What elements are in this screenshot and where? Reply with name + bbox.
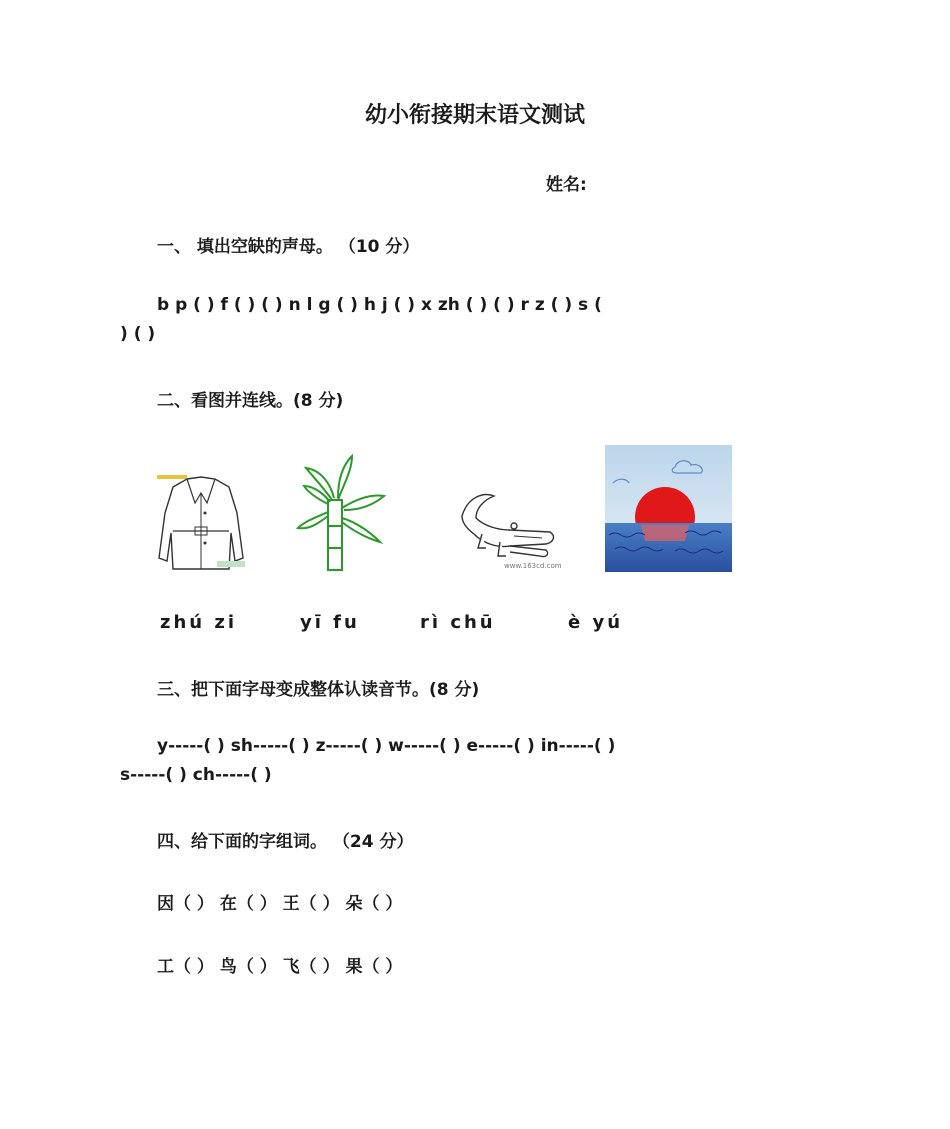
pinyin-crocodile: è yú [568,612,624,633]
name-label: 姓名: [546,175,587,195]
coat-picture [155,473,247,573]
crocodile-picture [454,486,570,572]
section-3-heading: 三、把下面字母变成整体认读音节。(8 分) [157,680,480,700]
svg-text:www.163cd.com: www.163cd.com [504,562,562,570]
section-1-line-1: b p ( ) f ( ) ( ) n l g ( ) h j ( ) x zh ( ) ( ) r z ( ) s ( [157,295,602,315]
pinyin-row [160,612,623,633]
pinyin-bamboo: zhú zi [160,612,238,633]
section-3-line-2: s-----( ) ch-----( ) [120,765,272,785]
section-4-heading: 四、给下面的字组词。 （24 分） [157,832,414,852]
sunrise-picture [605,445,732,572]
pinyin-sunrise: rì chū [420,612,496,633]
bamboo-picture [284,448,404,574]
page-title: 幼小衔接期末语文测试 [364,103,585,128]
section-3-line-1: y-----( ) sh-----( ) z-----( ) w-----( ) e-----( ) in-----( ) [157,736,616,756]
section-1-heading: 一、 填出空缺的声母。 （10 分） [157,237,420,257]
pinyin-clothes: yī fu [300,612,360,633]
section-1-line-2: ) ( ) [120,324,156,344]
section-2-heading: 二、看图并连线。(8 分) [157,391,344,411]
section-4-line-1: 因（ ） 在（ ） 王（ ） 朵（ ） [157,894,403,914]
section-4-line-2: 工（ ） 鸟（ ） 飞（ ） 果（ ） [157,957,403,977]
